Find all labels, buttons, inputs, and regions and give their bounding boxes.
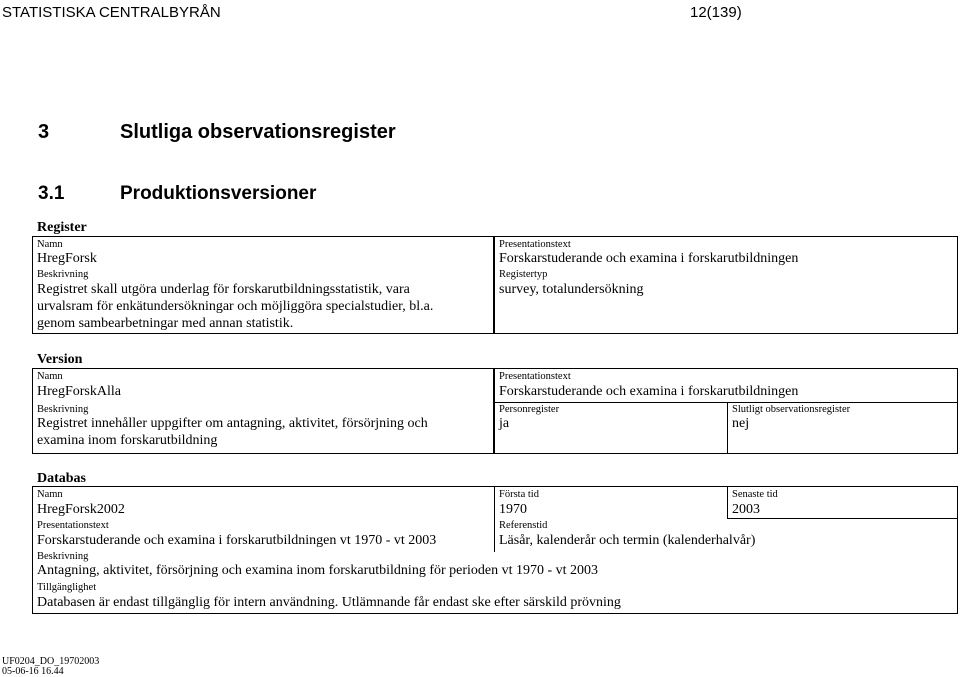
version-right-divider bbox=[494, 402, 958, 403]
register-desc-line-1: Registret skall utgöra underlag för forskarutbildningsstatistik, vara bbox=[37, 282, 410, 297]
database-ref-label: Referenstid bbox=[499, 520, 548, 531]
version-person-label: Personregister bbox=[499, 404, 560, 415]
version-desc-line-1: Registret innehåller uppgifter om antagning, aktivitet, försörjning och bbox=[37, 416, 428, 431]
version-section-title: Version bbox=[37, 352, 83, 367]
register-name: HregForsk bbox=[37, 251, 97, 266]
database-first: 1970 bbox=[499, 502, 527, 517]
version-person: ja bbox=[499, 416, 510, 431]
database-ref: Läsår, kalenderår och termin (kalenderhalvår) bbox=[499, 533, 756, 548]
database-last-label: Senaste tid bbox=[732, 489, 778, 500]
database-desc-label: Beskrivning bbox=[37, 551, 89, 562]
register-section-title: Register bbox=[37, 220, 87, 235]
version-final: nej bbox=[732, 416, 750, 431]
register-desc-line-3: genom sambearbetningar med annan statistik. bbox=[37, 316, 294, 331]
register-name-label: Namn bbox=[37, 239, 63, 250]
database-split-main bbox=[494, 486, 495, 552]
version-final-label: Slutligt observationsregister bbox=[732, 404, 851, 415]
version-desc-label: Beskrivning bbox=[37, 404, 89, 415]
database-access: Databasen är endast tillgänglig för intern användning. Utlämnande får endast ske efter särskild prövning bbox=[37, 595, 621, 610]
database-access-label: Tillgänglighet bbox=[37, 582, 97, 593]
database-pres: Forskarstuderande och examina i forskarutbildningen vt 1970 - vt 2003 bbox=[37, 533, 437, 548]
register-pres-label: Presentationstext bbox=[499, 239, 571, 250]
version-desc-line-2: examina inom forskarutbildning bbox=[37, 433, 218, 448]
database-name-label: Namn bbox=[37, 489, 63, 500]
heading-number: 3 bbox=[38, 121, 50, 143]
subheading-number: 3.1 bbox=[38, 183, 65, 204]
register-type-label: Registertyp bbox=[499, 269, 548, 280]
version-name: HregForskAlla bbox=[37, 384, 121, 399]
database-name: HregForsk2002 bbox=[37, 502, 125, 517]
footer-timestamp: 05-06-16 16.44 bbox=[2, 666, 64, 677]
register-desc-line-2: urvalsram för enkätundersökningar och möjliggöra specialstudier, bl.a. bbox=[37, 299, 434, 314]
subheading-title: Produktionsversioner bbox=[120, 183, 317, 204]
database-last: 2003 bbox=[732, 502, 760, 517]
database-pres-label: Presentationstext bbox=[37, 520, 109, 531]
footer-doc-id: UF0204_DO_19702003 bbox=[2, 656, 100, 667]
page-number: 12(139) bbox=[690, 4, 742, 21]
version-pres-label: Presentationstext bbox=[499, 371, 571, 382]
version-pres: Forskarstuderande och examina i forskarutbildningen bbox=[499, 384, 799, 399]
register-pres: Forskarstuderande och examina i forskarutbildningen bbox=[499, 251, 799, 266]
version-right-split bbox=[727, 402, 728, 454]
register-type: survey, totalundersökning bbox=[499, 282, 644, 297]
org-name: STATISTISKA CENTRALBYRÅN bbox=[2, 4, 221, 21]
database-desc: Antagning, aktivitet, försörjning och examina inom forskarutbildning för perioden vt 1970 - vt 2003 bbox=[37, 563, 599, 578]
heading-title: Slutliga observationsregister bbox=[120, 121, 396, 143]
database-first-label: Första tid bbox=[499, 489, 539, 500]
register-desc-label: Beskrivning bbox=[37, 269, 89, 280]
database-section-title: Databas bbox=[37, 471, 87, 486]
database-split-dates bbox=[727, 486, 728, 519]
version-name-label: Namn bbox=[37, 371, 63, 382]
database-dates-divider bbox=[727, 518, 958, 519]
